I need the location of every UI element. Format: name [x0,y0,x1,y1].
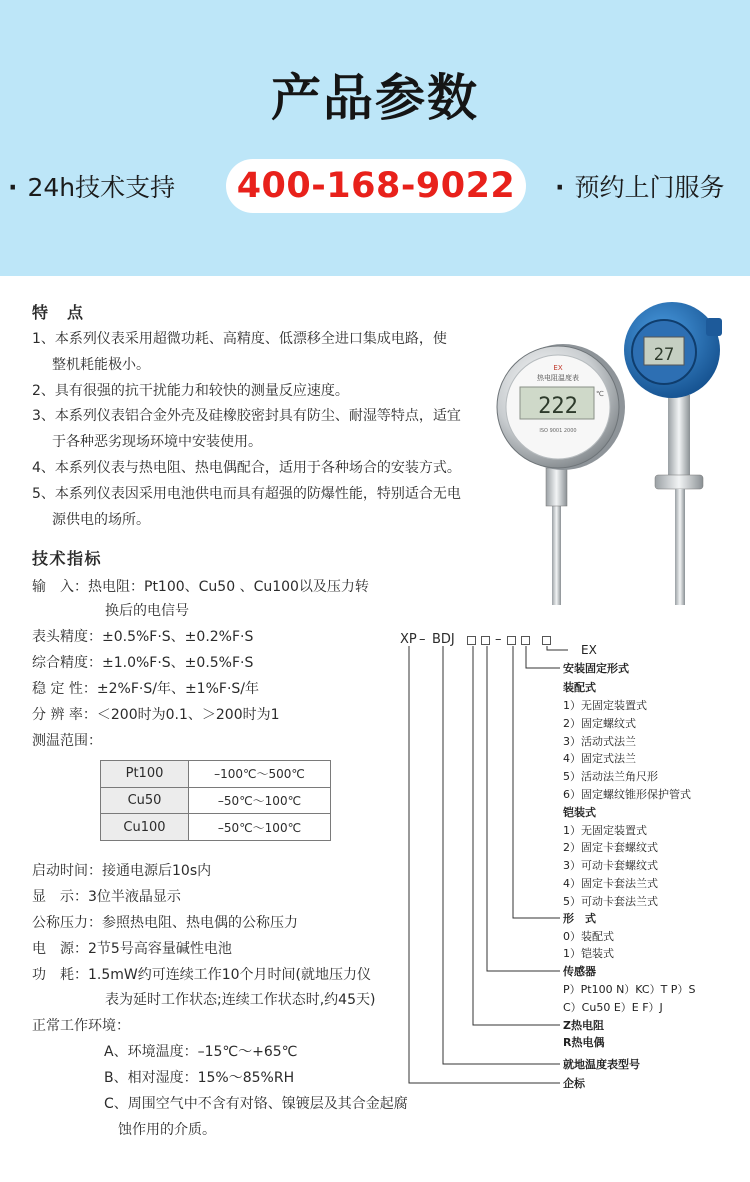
right-neck [668,395,690,480]
model-prefix: XP [400,632,417,647]
range-value: –50℃～100℃ [189,787,331,814]
model-dash: – [495,632,502,647]
range-table [100,760,331,841]
code-slot-box [467,636,476,645]
assembly-option: 4）固定式法兰 [563,752,636,765]
r-thermocouple-label: R热电偶 [563,1036,605,1049]
model-ex: EX [581,643,597,657]
armored-heading: 铠装式 [563,806,596,819]
spec-overall-accuracy: 综合精度：±1.0%F·S、±0.5%F·S [32,655,254,671]
spec-resolution: 分 辨 率：＜200时为0.1、＞200时为1 [32,707,280,723]
range-sensor: Cu100 [101,814,189,841]
feature-line: 源供电的场所。 [52,512,150,528]
spec-consumption-cont: 表为延时工作状态;连续工作状态时,约45天) [105,992,376,1008]
spec-env-label: 正常工作环境： [32,1018,130,1034]
feature-line: 于各种恶劣现场环境中安装使用。 [52,434,262,450]
code-slot-box [481,636,490,645]
spec-env-air-cont: 蚀作用的介质。 [118,1122,216,1138]
spec-startup: 启动时间：接通电源后10s内 [32,863,212,879]
bullet-dot: · [8,173,18,202]
right-housing-boss [706,318,722,336]
enterprise-standard-label: 企标 [563,1077,585,1090]
spec-power: 电 源：2节5号高容量碱性电池 [32,941,232,957]
form-option: 1）铠装式 [563,947,614,960]
spec-env-air: C、周围空气中不含有对铬、镍镀层及其合金起腐 [104,1096,408,1112]
z-rtd-label: Z热电阻 [563,1019,604,1032]
feature-line: 3、本系列仪表铝合金外壳及硅橡胶密封具有防尘、耐湿等特点，适宜 [32,408,461,424]
right-probe-rod [675,489,685,605]
feature-line: 4、本系列仪表与热电阻、热电偶配合，适用于各种场合的安装方式。 [32,460,461,476]
feature-line: 2、具有很强的抗干扰能力和较快的测量反应速度。 [32,383,349,399]
code-slot-box [507,636,516,645]
phone-pill[interactable] [226,159,526,213]
phone-number[interactable]: 400-168-9022 [236,166,516,206]
table-row [101,814,331,841]
assembly-option: 1）无固定装置式 [563,699,647,712]
onsite-service-label [555,168,725,204]
spec-consumption: 功 耗：1.5mW约可连续工作10个月时间(就地压力仪 [32,967,372,983]
armored-option: 3）可动卡套螺纹式 [563,859,658,872]
feature-line: 1、本系列仪表采用超微功耗、高精度、低漂移全进口集成电路，使 [32,331,447,347]
features-heading: 特 点 [32,303,85,322]
left-probe-fitting [546,468,567,506]
sensor-option: C）Cu50 E）E F）J [563,1001,663,1014]
tech-support-label [8,168,175,204]
specs-heading: 技术指标 [32,549,103,568]
header-banner [0,0,750,276]
install-heading: 安装固定形式 [563,662,629,675]
assembly-option: 3）活动式法兰 [563,735,636,748]
assembly-option: 2）固定螺纹式 [563,717,636,730]
left-dial-iso: ISO 9001 2000 [539,428,577,434]
spec-head-accuracy: 表头精度：±0.5%F·S、±0.2%F·S [32,629,254,645]
spec-input: 输 入：热电阻：Pt100、Cu50 、Cu100以及压力转 [32,579,369,595]
right-lcd-reading: 27 [653,345,675,365]
code-slot-box [542,636,551,645]
armored-option: 5）可动卡套法兰式 [563,895,658,908]
spec-env-humidity: B、相对湿度：15%～85%RH [104,1070,295,1086]
local-model-label: 就地温度表型号 [563,1058,640,1071]
assembly-option: 6）固定螺纹锥形保护管式 [563,788,691,801]
assembly-heading: 装配式 [563,681,596,694]
sensor-option: P）Pt100 N）KC）T P）S [563,983,696,996]
range-value: –100℃～500℃ [189,761,331,788]
onsite-service-text: 预约上门服务 [574,173,725,202]
spec-range-label: 测温范围： [32,733,102,749]
left-lcd-reading: 222 [538,394,578,419]
range-sensor: Cu50 [101,787,189,814]
right-flange [655,475,703,489]
feature-line: 5、本系列仪表因采用电池供电而具有超强的防爆性能，特别适合无电 [32,486,461,502]
range-sensor: Pt100 [101,761,189,788]
armored-option: 1）无固定装置式 [563,824,647,837]
spec-stability: 稳 定 性：±2%F·S/年、±1%F·S/年 [32,681,259,697]
page-title: 产品参数 [271,69,479,127]
table-row [101,761,331,788]
product-photos [492,300,750,610]
left-dial-label: 热电阻温度表 [537,374,579,382]
model-dash: – [419,632,426,647]
form-heading: 形 式 [563,912,596,925]
sensor-heading: 传感器 [563,965,596,978]
spec-env-temp: A、环境温度：–15℃～+65℃ [104,1044,298,1060]
assembly-option: 5）活动法兰角尺形 [563,770,658,783]
tech-support-text: 24h技术支持 [27,173,176,202]
left-lcd-unit: ℃ [596,390,604,398]
spec-pressure: 公称压力：参照热电阻、热电偶的公称压力 [32,915,298,931]
armored-option: 4）固定卡套法兰式 [563,877,658,890]
model-series: BDJ [432,632,455,647]
spec-input-cont: 换后的电信号 [105,603,189,619]
spec-display: 显 示：3位半液晶显示 [32,889,181,905]
code-slot-box [521,636,530,645]
left-dial-ex: EX [553,364,563,372]
table-row [101,787,331,814]
armored-option: 2）固定卡套螺纹式 [563,841,658,854]
bullet-dot: · [555,173,565,202]
range-value: –50℃～100℃ [189,814,331,841]
feature-line: 整机耗能极小。 [52,357,150,373]
form-option: 0）装配式 [563,930,614,943]
